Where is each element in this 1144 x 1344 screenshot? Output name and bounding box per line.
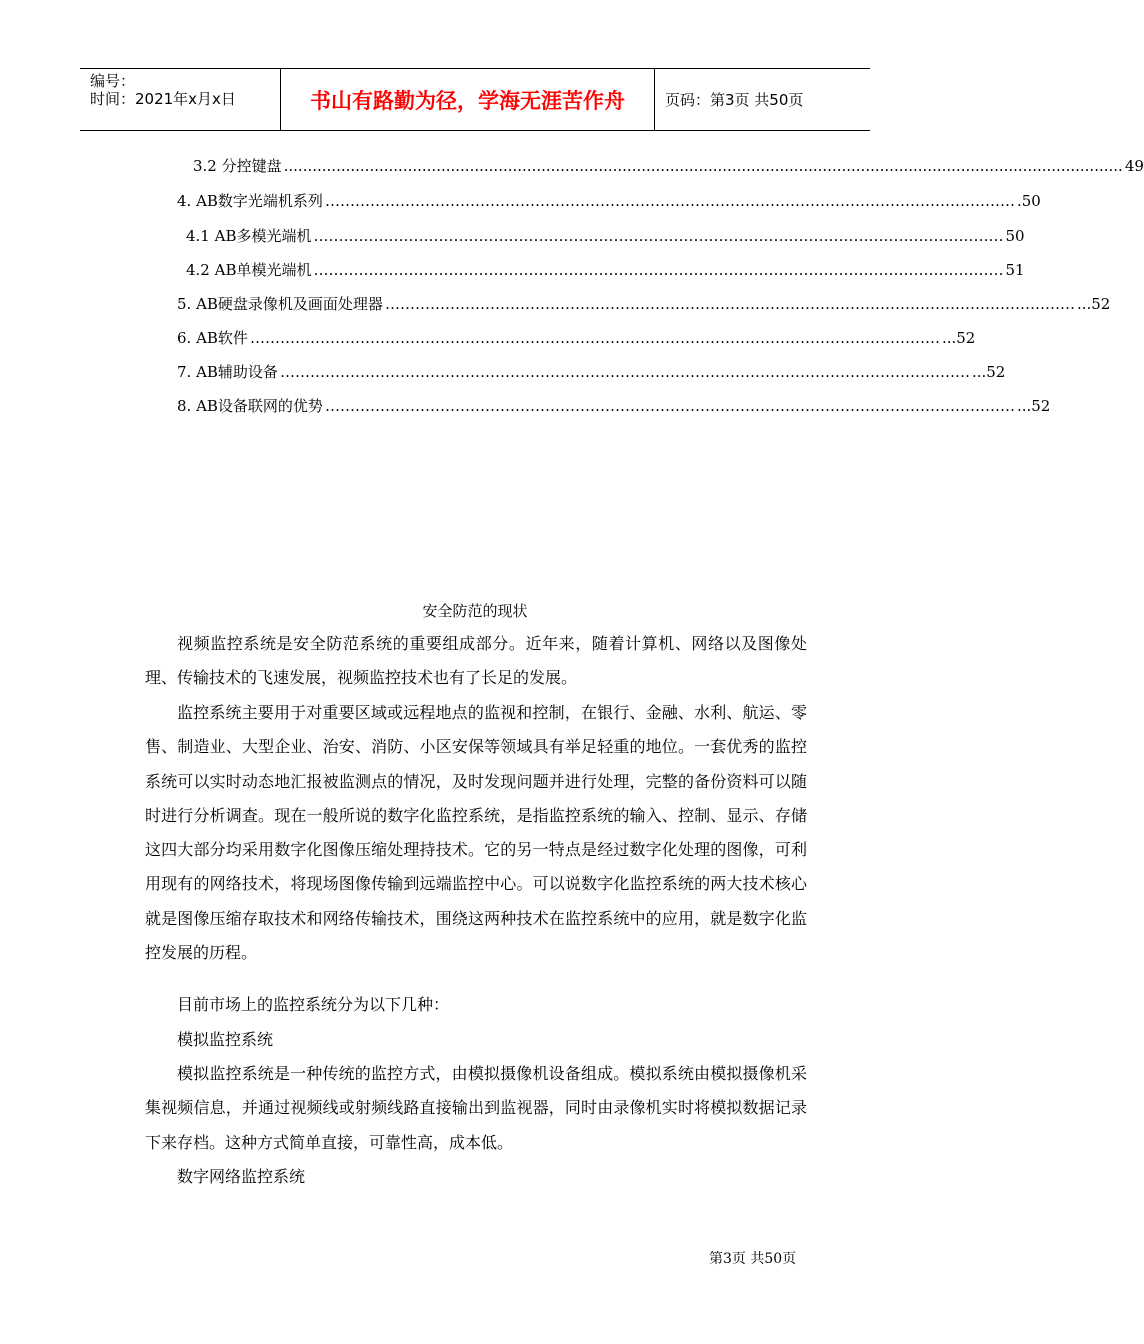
toc-item-label: 4.2 AB单模光端机	[186, 261, 312, 279]
toc-leader-dots: …………………………………………………………………………………………………………………………	[313, 261, 1004, 279]
time-label: 时间：2021年x月x日	[90, 90, 236, 108]
toc-item[interactable]	[193, 155, 1144, 177]
toc-item-page: ...52	[941, 329, 976, 347]
header-motto: 书山有路勤为径，学海无涯苦作舟	[281, 69, 655, 130]
subheading: 数字网络监控系统	[177, 1167, 306, 1186]
toc-item-page: ...52	[1016, 397, 1051, 415]
toc-item-label: 5. AB硬盘录像机及画面处理器	[177, 295, 383, 313]
header-page-code: 页码：第3页 共50页	[665, 91, 804, 109]
toc-item[interactable]	[177, 395, 1051, 417]
toc-item[interactable]	[186, 225, 1025, 247]
toc-item-page: 51	[1005, 261, 1025, 279]
toc-item-label: 6. AB软件	[177, 329, 248, 347]
toc-item-label: 3.2 分控键盘	[193, 157, 282, 175]
toc-leader-dots: …………………………………………………………………………………………………………………………	[279, 363, 970, 381]
number-label: 编号：	[90, 72, 136, 90]
toc-item-page: ...52	[1076, 295, 1111, 313]
toc-leader-dots: …………………………………………………………………………………………………………………………	[324, 397, 1015, 415]
toc-leader-dots: …………………………………………………………………………………………………………………………	[313, 227, 1004, 245]
paragraph: 视频监控系统是安全防范系统的重要组成部分。近年来，随着计算机、网络以及图像处理、传输技术的飞速发展，视频监控技术也有了长足的发展。	[145, 634, 807, 688]
toc-item-label: 7. AB辅助设备	[177, 363, 278, 381]
toc-item[interactable]	[177, 327, 976, 349]
page-footer: 第3页 共50页	[709, 1251, 797, 1267]
toc-leader-dots: ................................................................................................................................................................................	[283, 157, 1123, 175]
toc-item-label: 4.1 AB多模光端机	[186, 227, 312, 245]
toc-item[interactable]	[177, 361, 1006, 383]
toc-item-label: 8. AB设备联网的优势	[177, 397, 323, 415]
paragraph: 目前市场上的监控系统分为以下几种：	[177, 995, 450, 1014]
subheading: 模拟监控系统	[177, 1030, 274, 1049]
toc-item-page: ...52	[971, 363, 1006, 381]
toc-leader-dots: …………………………………………………………………………………………………………………………	[249, 329, 940, 347]
toc-item-page: 50	[1005, 227, 1025, 245]
section-title: 安全防范的现状	[422, 602, 528, 620]
toc-item-page: .50	[1016, 192, 1041, 210]
toc-leader-dots: …………………………………………………………………………………………………………………………	[384, 295, 1075, 313]
toc-item-label: 4. AB数字光端机系列	[177, 192, 323, 210]
toc-item[interactable]	[186, 259, 1025, 281]
toc-leader-dots: …………………………………………………………………………………………………………………………	[324, 192, 1015, 210]
paragraph: 监控系统主要用于对重要区域或远程地点的监视和控制，在银行、金融、水利、航运、零售、制造业、大型企业、治安、消防、小区安保等领域具有举足轻重的地位。一套优秀的监控系统可以实时动态地汇报被监测点的情况，及时发现问题并进行处理，完整的备份资料可以随时进行分析调查。现在一般所说的数字化监控系统，是指监控系统的输入、控制、显示、存储这四大部分均采用数字化图像压缩处理持技术。它的另一特点是经过数字化处理的图像，可利用现有的网络技术，将现场图像传输到远端监控中心。可以说数字化监控系统的两大技术核心就是图像压缩存取技术和网络传输技术，围绕这两种技术在监控系统中的应用，就是数字化监控发展的历程。	[145, 703, 807, 963]
toc-item[interactable]	[177, 190, 1041, 212]
toc-item-page: 49	[1124, 157, 1144, 175]
page-header	[80, 68, 870, 131]
toc-item[interactable]	[177, 293, 1111, 315]
paragraph: 模拟监控系统是一种传统的监控方式，由模拟摄像机设备组成。模拟系统由模拟摄像机采集视频信息，并通过视频线或射频线路直接输出到监视器，同时由录像机实时将模拟数据记录下来存档。这种方式简单直接，可靠性高，成本低。	[145, 1064, 807, 1152]
header-meta-cell	[80, 69, 281, 130]
